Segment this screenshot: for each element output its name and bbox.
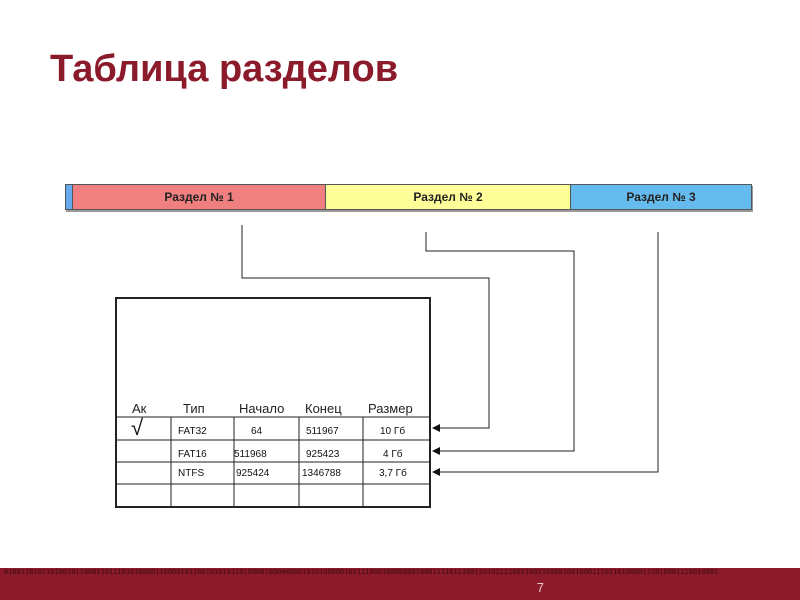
row-1-end: 511967 (306, 426, 339, 437)
active-checkmark: √ (131, 415, 144, 440)
partition-3-label: Раздел № 3 (626, 190, 696, 204)
connector-partition-2 (426, 232, 574, 451)
header-active: Ак (132, 401, 147, 416)
partition-1-label: Раздел № 1 (164, 190, 234, 204)
header-end: Конец (305, 401, 342, 416)
row-1-type: FAT32 (178, 426, 207, 437)
row-3-start: 925424 (236, 468, 270, 479)
row-2-size: 4 Гб (383, 449, 403, 460)
header-type: Тип (183, 401, 205, 416)
page-number: 7 (536, 580, 544, 595)
row-2-type: FAT16 (178, 449, 207, 460)
row-2-start: 511968 (234, 449, 267, 460)
row-2-end: 925423 (306, 449, 340, 460)
row-3-type: NTFS (178, 468, 205, 479)
slide-title: Таблица разделов (50, 48, 399, 90)
partition-2-label: Раздел № 2 (413, 190, 483, 204)
header-start: Начало (239, 401, 285, 416)
row-3-size: 3,7 Гб (379, 468, 407, 479)
connector-partition-1 (242, 225, 489, 428)
row-1-start: 64 (251, 426, 263, 437)
row-3-end: 1346788 (302, 468, 341, 479)
connector-partition-3 (433, 232, 658, 472)
row-1-size: 10 Гб (380, 426, 406, 437)
header-size: Размер (368, 401, 413, 416)
footer-binary-strip: 01001101011010010110001101110101000011000010110010101011010000100000000101010000010111100010000000100011110111001101011110011001100001001000111011010000111010001110010001 (4, 569, 719, 577)
